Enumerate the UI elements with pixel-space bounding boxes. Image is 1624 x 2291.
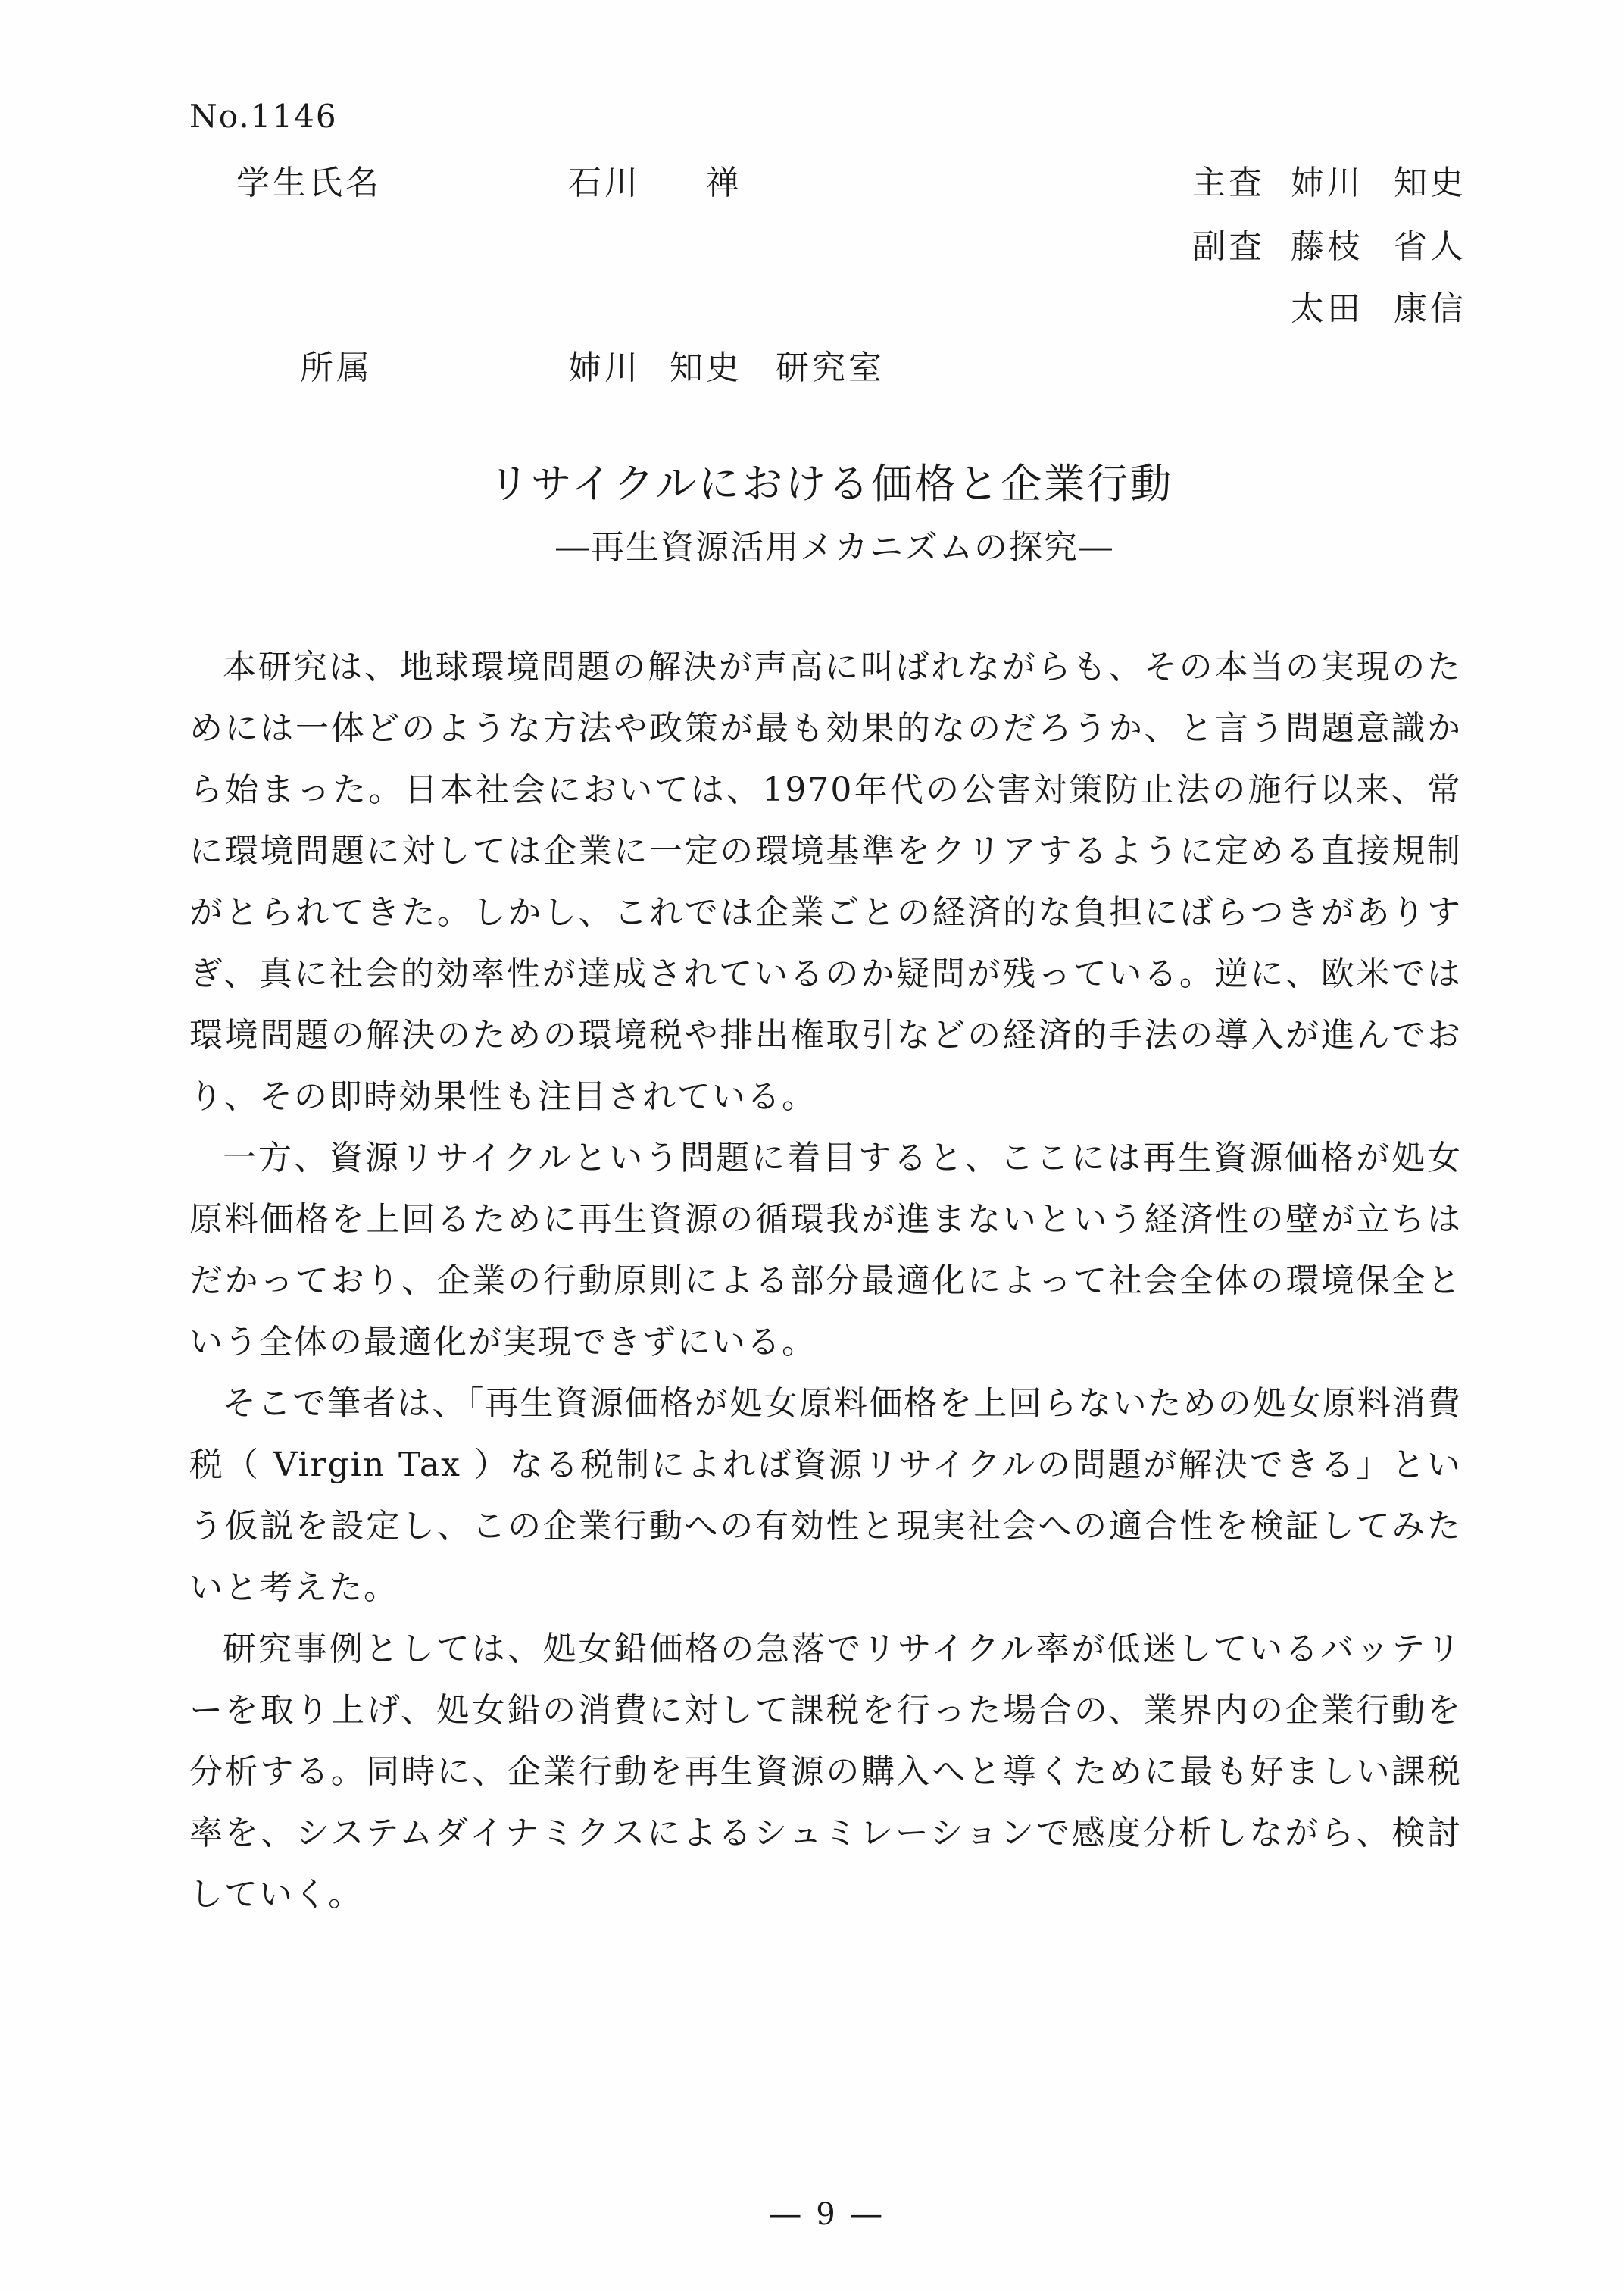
second-vice-examiner-given-name: 康信: [1394, 289, 1466, 328]
paragraph: 一方、資源リサイクルという問題に着目すると、ここには再生資源価格が処女原料価格を上回るために再生資源の循環我が進まないという経済性の壁が立ちはだかっており、企業の行動原則による部分最適化によって社会全体の環境保全という全体の最適化が実現できずにいる。: [189, 1139, 1462, 1361]
affiliation-family-name: 姉川: [568, 348, 641, 387]
paragraph: 研究事例としては、処女鉛価格の急落でリサイクル率が低迷しているバッテリーを取り上げ、処女鉛の消費に対して課税を行った場合の、業界内の企業行動を分析する。同時に、企業行動を再生資源の購入へと導くために最も好ましい課税率を、システムダイナミクスによるシュミレーションで感度分析しながら、検討していく。: [189, 1630, 1462, 1914]
document-subtitle: ―再生資源活用メカニズムの探究―: [556, 528, 1113, 567]
abstract-body: [189, 636, 1462, 1925]
vice-examiner-role: 副査: [1192, 227, 1265, 266]
affiliation-label: 所属: [300, 348, 373, 387]
student-family-name: 石川: [568, 164, 641, 202]
vice-examiner-given-name: 省人: [1394, 227, 1466, 266]
student-given-name: 禅: [706, 164, 742, 202]
chief-examiner-given-name: 知史: [1394, 164, 1466, 202]
document-number: No.1146: [189, 98, 338, 135]
chief-examiner-family-name: 姉川: [1291, 164, 1363, 202]
student-name-label: 学生氏名: [236, 164, 382, 202]
chief-examiner-role: 主査: [1192, 164, 1265, 202]
affiliation-given-name: 知史: [670, 348, 742, 387]
affiliation-lab: 研究室: [776, 348, 885, 387]
page-number: ― 9 ―: [770, 2197, 885, 2232]
second-vice-examiner-family-name: 太田: [1291, 289, 1363, 328]
paragraph: 本研究は、地球環境問題の解決が声高に叫ばれながらも、その本当の実現のためには一体どのような方法や政策が最も効果的なのだろうか、と言う問題意識から始まった。日本社会においては、1970年代の公害対策防止法の施行以来、常に環境問題に対しては企業に一定の環境基準をクリアするように定める直接規制がとられてきた。しかし、これでは企業ごとの経済的な負担にばらつきがありすぎ、真に社会的効率性が達成されているのか疑問が残っている。逆に、欧米では環境問題の解決のための環境税や排出権取引などの経済的手法の導入が進んでおり、その即時効果性も注目されている。: [189, 648, 1462, 1116]
paragraph: そこで筆者は、「再生資源価格が処女原料価格を上回らないための処女原料消費税（ Virgin Tax ）なる税制によれば資源リサイクルの問題が解決できる」という仮説を設定し、この企業行動への有効性と現実社会への適合性を検証してみたいと考えた。: [189, 1384, 1462, 1607]
document-title: リサイクルにおける価格と企業行動: [488, 460, 1174, 508]
vice-examiner-family-name: 藤枝: [1291, 227, 1363, 266]
